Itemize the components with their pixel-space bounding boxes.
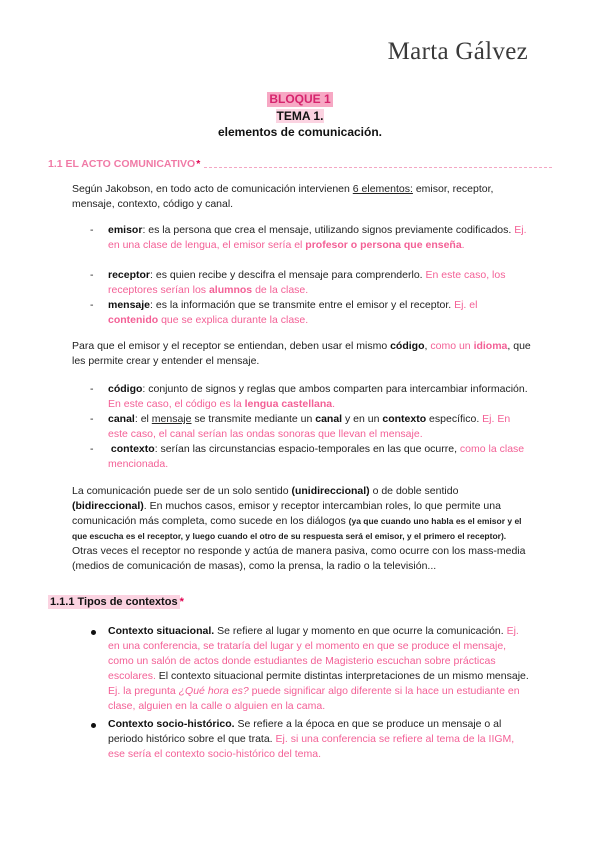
bullet-icon — [91, 630, 96, 635]
dashed-rule — [204, 167, 552, 168]
list-dash: - — [90, 383, 94, 395]
list-dash: - — [90, 443, 94, 455]
list-dash: - — [90, 224, 94, 236]
list-dash: - — [90, 413, 94, 425]
paragraph-sentido: La comunicación puede ser de un solo sentido (unidireccional) o de doble sentido (bidireccional). En muchos casos, emisor y receptor intercambian roles, lo que permite una comunicación más completa, como sucede en los diálogos (ya que cuando uno habla es el emisor y el que escucha es el receptor, y luego cuando el otro de su respuesta será el emisor, y el primero el receptor). Otras veces el receptor no responde y actúa de manera pasiva, como ocurre con los mass-media (medios de comunicación de masas), como la prensa, la radio o la televisión... — [72, 485, 526, 572]
title-block — [0, 90, 600, 141]
section-marker: * — [196, 158, 201, 170]
elements-underlined: 6 elementos: — [352, 183, 413, 195]
subsection-heading: 1.1.1 Tipos de contextos * — [50, 596, 184, 608]
bullet-icon — [91, 723, 96, 728]
list-item-canal: canal: el mensaje se transmite mediante un canal y en un contexto específico. Ej. En este caso, el canal serían las ondas sonoras que llevan el mensaje. — [108, 413, 511, 440]
paragraph-codigo: Para que el emisor y el receptor se entiendan, deben usar el mismo código, como un idioma, que les permite crear y entender el mensaje. — [72, 340, 531, 367]
context-socio-historico: Contexto socio-histórico. Se refiere a la época en que se produce un mensaje o al periodo histórico sobre el que trata. Ej. si una conferencia se refiere al tema de la IIGM, ese sería el contexto socio-histórico del tema. — [108, 718, 515, 760]
list-dash: - — [90, 269, 94, 281]
author-name: Marta Gálvez — [387, 38, 528, 65]
subsection-marker: * — [179, 596, 184, 608]
list-dash: - — [90, 299, 94, 311]
list-item-contexto: contexto: serían las circunstancias espacio-temporales en las que ocurre, como la clase mencionada. — [108, 443, 525, 470]
intro-paragraph: Según Jakobson, en todo acto de comunicación intervienen 6 elementos: emisor, receptor, mensaje, contexto, código y canal. — [72, 183, 494, 210]
context-situacional: Contexto situacional. Se refiere al lugar y momento en que ocurre la comunicación. Ej. en una conferencia, se trataría del lugar y el momento en que se produce el mensaje, como un salón de actos donde estudiantes de Magisterio escuchan sobre prácticas escolares. El contexto situacional permite distintas interpretaciones de un mismo mensaje. Ej. la pregunta ¿Qué hora es? puede significar algo diferente si la hace un estudiante en clase, alguien en la calle o alguien en la cama. — [108, 625, 529, 712]
section-heading: 1.1 EL ACTO COMUNICATIVO * — [48, 158, 552, 170]
list-item-emisor: emisor: es la persona que crea el mensaje, utilizando signos previamente codificados. Ej. en una clase de lengua, el emisor sería el profesor o persona que enseña. — [108, 224, 527, 251]
tema-heading: TEMA 1. — [276, 109, 324, 123]
document-title: elementos de comunicación. — [217, 125, 383, 139]
list-item-receptor: receptor: es quien recibe y descifra el mensaje para comprenderlo. En este caso, los receptores serían los alumnos de la clase. — [108, 269, 506, 296]
list-item-codigo: código: conjunto de signos y reglas que ambos comparten para intercambiar información. En este caso, el código es la lengua castellana. — [108, 383, 528, 410]
bloque-label: BLOQUE 1 — [269, 92, 331, 106]
list-item-mensaje: mensaje: es la información que se transmite entre el emisor y el receptor. Ej. el contenido que se explica durante la clase. — [108, 299, 478, 326]
